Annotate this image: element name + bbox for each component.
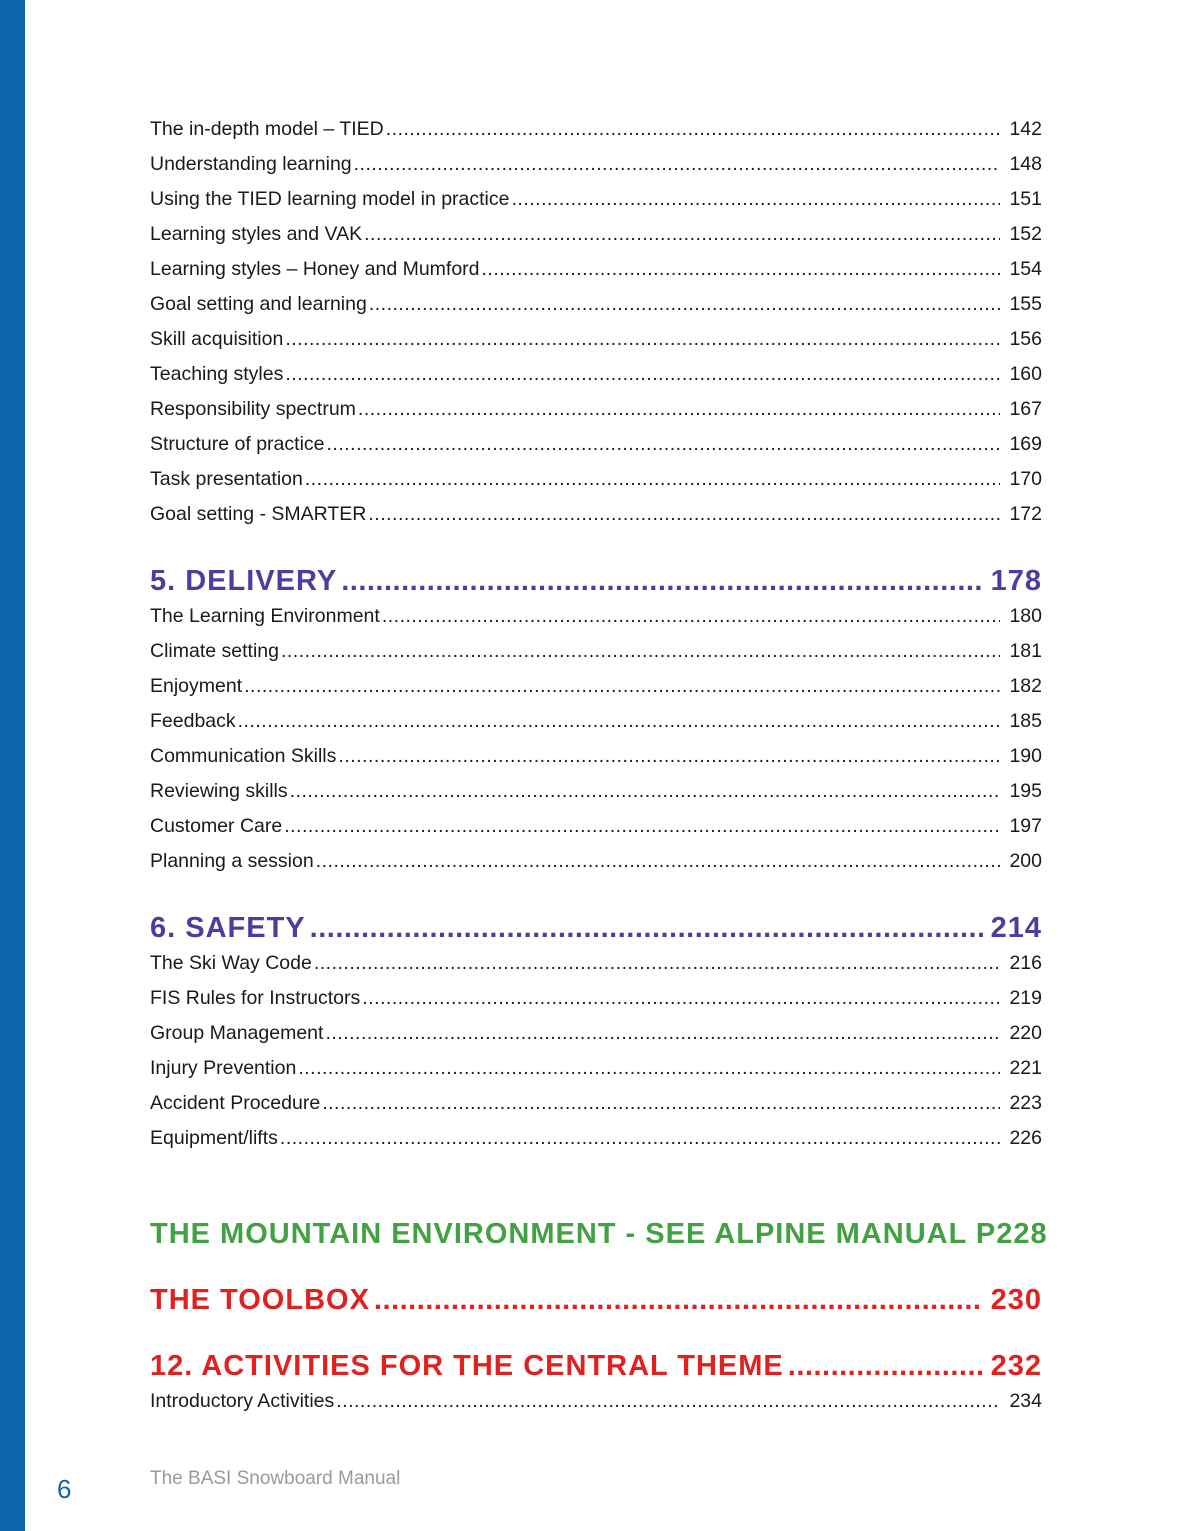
toc-entry[interactable] [150, 254, 1042, 289]
toc-entry[interactable] [150, 149, 1042, 184]
toc-entry-page: 142 [1009, 118, 1042, 140]
leader-dots [284, 811, 1000, 841]
leader-dots [336, 1386, 1000, 1416]
toc-entry[interactable] [150, 1123, 1042, 1158]
toc-entry[interactable] [150, 1053, 1042, 1088]
toc-entry-page: 167 [1009, 398, 1042, 420]
toc-entry-page: 160 [1009, 363, 1042, 385]
toc-entry-label: Using the TIED learning model in practice [150, 188, 510, 210]
section-heading-label: THE MOUNTAIN ENVIRONMENT - SEE ALPINE MANUAL P228 [150, 1218, 1048, 1250]
toc-entry-page: 172 [1009, 503, 1042, 525]
toc-entry-label: Accident Procedure [150, 1092, 321, 1114]
toc-entry-label: Climate setting [150, 640, 279, 662]
toc-entry-label: Goal setting and learning [150, 293, 367, 315]
leader-dots [244, 671, 1000, 701]
section-heading-label: 5. DELIVERY [150, 565, 338, 597]
toc-entry-label: Task presentation [150, 468, 303, 490]
toc-entry-page: 156 [1009, 328, 1042, 350]
leader-dots [341, 561, 982, 601]
leader-dots [285, 359, 1000, 389]
toc-entry-label: Communication Skills [150, 745, 337, 767]
toc-entry[interactable] [150, 636, 1042, 671]
toc-entry-label: Feedback [150, 710, 236, 732]
toc-entry-page: 185 [1009, 710, 1042, 732]
toc-entry-page: 152 [1009, 223, 1042, 245]
leader-dots [511, 184, 1000, 214]
leader-dots [298, 1053, 1000, 1083]
toc-entry-page: 182 [1009, 675, 1042, 697]
toc-entry-label: FIS Rules for Instructors [150, 987, 361, 1009]
leader-dots [358, 394, 1000, 424]
leader-dots [314, 948, 1000, 978]
toc-entry-label: The Learning Environment [150, 605, 380, 627]
toc-entry[interactable] [150, 776, 1042, 811]
leader-dots [238, 706, 1000, 736]
toc-entry[interactable] [150, 359, 1042, 394]
footer-title: The BASI Snowboard Manual [150, 1468, 401, 1489]
toc-entry-label: Injury Prevention [150, 1057, 297, 1079]
toc-entry-label: Group Management [150, 1022, 324, 1044]
toc-entry-label: Customer Care [150, 815, 283, 837]
leader-dots [364, 219, 1000, 249]
toc-entry-label: Teaching styles [150, 363, 284, 385]
section-heading-activities[interactable] [150, 1346, 1042, 1386]
toc-entry[interactable] [150, 114, 1042, 149]
toc-entry-page: 170 [1009, 468, 1042, 490]
toc-entry[interactable] [150, 948, 1042, 983]
toc-entry[interactable] [150, 741, 1042, 776]
toc-entry[interactable] [150, 846, 1042, 881]
leader-dots [482, 254, 1000, 284]
toc-entry[interactable] [150, 219, 1042, 254]
toc-entry[interactable] [150, 671, 1042, 706]
table-of-contents [150, 114, 1048, 1421]
toc-entry-page: 154 [1009, 258, 1042, 280]
toc-entry-page: 180 [1009, 605, 1042, 627]
leader-dots [327, 429, 1001, 459]
section-heading-toolbox[interactable] [150, 1280, 1042, 1320]
toc-entry-label: Enjoyment [150, 675, 243, 697]
toc-entry[interactable] [150, 1018, 1042, 1053]
section-heading-page: 232 [990, 1350, 1042, 1382]
leader-dots [310, 908, 983, 948]
toc-entry[interactable] [150, 289, 1042, 324]
page-number: 6 [57, 1474, 72, 1504]
toc-entry[interactable] [150, 184, 1042, 219]
toc-entry[interactable] [150, 1088, 1042, 1123]
section-heading-page: 178 [990, 565, 1042, 597]
toc-entry[interactable] [150, 1386, 1042, 1421]
toc-entry-label: Introductory Activities [150, 1390, 335, 1412]
toc-entry[interactable] [150, 324, 1042, 359]
leader-dots [322, 1088, 1000, 1118]
leader-dots [362, 983, 1000, 1013]
toc-entry[interactable] [150, 811, 1042, 846]
leader-dots [316, 846, 1000, 876]
toc-entry-page: 190 [1009, 745, 1042, 767]
section-heading-label: 6. SAFETY [150, 912, 306, 944]
leader-dots [281, 636, 1000, 666]
leader-dots [369, 289, 1000, 319]
toc-entry[interactable] [150, 394, 1042, 429]
toc-entry-label: Structure of practice [150, 433, 325, 455]
leader-dots [788, 1346, 983, 1386]
toc-entry-page: 181 [1009, 640, 1042, 662]
section-heading-delivery[interactable] [150, 561, 1042, 601]
toc-entry[interactable] [150, 983, 1042, 1018]
leader-dots [354, 149, 1000, 179]
toc-entry-page: 197 [1009, 815, 1042, 837]
toc-entry-page: 226 [1009, 1127, 1042, 1149]
toc-entry-page: 234 [1009, 1390, 1042, 1412]
toc-entry-label: Goal setting - SMARTER [150, 503, 367, 525]
toc-entry-page: 200 [1009, 850, 1042, 872]
toc-entry-label: The in-depth model – TIED [150, 118, 384, 140]
toc-entry-page: 169 [1009, 433, 1042, 455]
toc-entry-page: 221 [1009, 1057, 1042, 1079]
toc-entry-page: 216 [1009, 952, 1042, 974]
toc-entry[interactable] [150, 706, 1042, 741]
leader-dots [280, 1123, 1000, 1153]
leader-dots [305, 464, 1000, 494]
toc-entry-label: Planning a session [150, 850, 314, 872]
toc-entry[interactable] [150, 499, 1042, 534]
section-heading-label: THE TOOLBOX [150, 1284, 370, 1316]
toc-entry-label: Learning styles – Honey and Mumford [150, 258, 480, 280]
toc-entry-label: The Ski Way Code [150, 952, 312, 974]
leader-dots [374, 1280, 983, 1320]
toc-entry-label: Reviewing skills [150, 780, 288, 802]
toc-entry-label: Understanding learning [150, 153, 352, 175]
toc-entry[interactable] [150, 429, 1042, 464]
toc-entry-label: Skill acquisition [150, 328, 284, 350]
toc-entry-label: Responsibility spectrum [150, 398, 356, 420]
section-heading-safety[interactable] [150, 908, 1042, 948]
toc-entry-page: 219 [1009, 987, 1042, 1009]
toc-entry-label: Learning styles and VAK [150, 223, 363, 245]
section-heading-label: 12. ACTIVITIES FOR THE CENTRAL THEME [150, 1350, 784, 1382]
toc-entry-page: 223 [1009, 1092, 1042, 1114]
toc-entry-label: Equipment/lifts [150, 1127, 278, 1149]
sidebar-bar [0, 0, 25, 1531]
leader-dots [368, 499, 1000, 529]
toc-entry-page: 151 [1009, 188, 1042, 210]
leader-dots [382, 601, 1000, 631]
leader-dots [386, 114, 1000, 144]
leader-dots [325, 1018, 1000, 1048]
toc-entry[interactable] [150, 601, 1042, 636]
toc-entry-page: 220 [1009, 1022, 1042, 1044]
leader-dots [338, 741, 1000, 771]
section-heading-page: 214 [990, 912, 1042, 944]
section-heading-page: 230 [990, 1284, 1042, 1316]
toc-entry-page: 195 [1009, 780, 1042, 802]
section-heading-mountain[interactable] [150, 1214, 1048, 1254]
toc-entry-page: 155 [1009, 293, 1042, 315]
leader-dots [285, 324, 1000, 354]
leader-dots [290, 776, 1000, 806]
toc-entry[interactable] [150, 464, 1042, 499]
toc-entry-page: 148 [1009, 153, 1042, 175]
